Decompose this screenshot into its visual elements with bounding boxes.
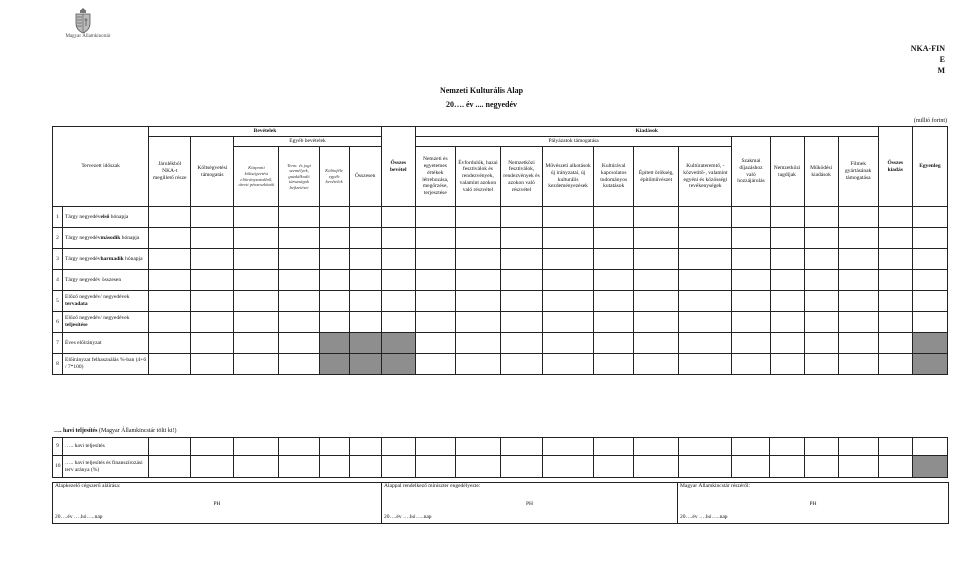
row-label [63,312,149,333]
table-cell[interactable] [349,249,381,270]
row-number: 5 [53,291,63,312]
table-cell[interactable] [878,207,912,228]
table-cell[interactable] [838,438,878,456]
table-cell[interactable] [679,312,732,333]
table-cell[interactable] [149,207,191,228]
table-cell[interactable] [191,228,234,249]
table-cell[interactable] [634,312,679,333]
table-cell[interactable] [500,333,542,354]
table-cell[interactable] [912,438,947,456]
table-cell[interactable] [804,312,838,333]
table-cell[interactable] [349,270,381,291]
col-header-e6: Épített örökség, építőművészet [634,147,679,207]
signature-label: Magyar Államkincstár részéről: [680,483,750,489]
table-cell[interactable] [770,438,804,456]
table-cell[interactable] [804,354,838,375]
table-cell[interactable] [149,291,191,312]
table-cell[interactable] [543,354,594,375]
table-cell[interactable] [319,249,349,270]
signature-date: 20….év ….hó…..nap [55,514,103,521]
table-cell[interactable] [500,249,542,270]
row-number: 9 [53,438,63,456]
table-cell[interactable] [381,228,415,249]
row-label-text: Éves előirányzat [65,339,102,346]
row-label: ….. havi teljesítés [63,438,149,456]
table-cell[interactable] [279,228,319,249]
table-cell[interactable] [279,291,319,312]
page-title: Nemzeti Kulturális Alap [439,86,524,95]
col-header-films: Filmek gyártásának támogatása [838,137,878,207]
table-cell[interactable] [319,438,349,456]
col-header-operating: Működési kiadások [804,137,838,207]
table-cell[interactable] [543,270,594,291]
table-cell[interactable] [349,456,381,478]
table-cell[interactable] [594,354,634,375]
table-cell[interactable] [415,228,455,249]
row-number: 3 [53,249,63,270]
table-cell[interactable] [770,354,804,375]
signature-cell[interactable] [382,483,678,524]
table-cell[interactable] [234,249,279,270]
table-cell[interactable] [594,249,634,270]
table-cell[interactable] [912,291,947,312]
table-cell[interactable] [319,312,349,333]
table-cell[interactable] [804,438,838,456]
table-cell[interactable] [543,207,594,228]
row-label: ….. havi teljesítés és finanszírozási terv aránya (%) [63,456,149,478]
col-header-other-2: Term. és jogi személyek, gazdálkodó társaságok befizetései [279,147,319,207]
table-cell[interactable] [634,438,679,456]
table-cell[interactable] [149,354,191,375]
row-label-emphasis: első [100,213,110,220]
table-cell[interactable] [804,456,838,478]
table-cell[interactable] [594,333,634,354]
table-cell[interactable] [191,249,234,270]
table-cell[interactable] [770,228,804,249]
table-cell[interactable] [732,270,770,291]
code-line: M [937,66,945,75]
row-number: 1 [53,207,63,228]
signature-cell[interactable] [678,483,949,524]
table-cell[interactable] [804,207,838,228]
table-cell[interactable] [319,270,349,291]
row-number: 10 [53,456,63,478]
table-cell[interactable] [234,207,279,228]
table-cell[interactable] [838,312,878,333]
row-label [63,249,149,270]
table-cell[interactable] [732,228,770,249]
table-cell [349,354,381,375]
table-cell[interactable] [191,456,234,478]
table-cell[interactable] [838,354,878,375]
table-cell[interactable] [732,456,770,478]
table-cell[interactable] [279,312,319,333]
table-cell[interactable] [381,270,415,291]
row-label [63,228,149,249]
table-cell[interactable] [878,249,912,270]
signature-label: Alapkezelő cégszerű aláírása: [55,483,121,489]
table-cell[interactable] [679,438,732,456]
table-cell[interactable] [381,291,415,312]
table-cell[interactable] [455,228,500,249]
table-cell[interactable] [234,291,279,312]
row-label-emphasis: második [100,234,121,241]
table-cell[interactable] [594,207,634,228]
table-row [53,249,948,270]
table-row [53,456,948,478]
table-cell[interactable] [191,333,234,354]
table-cell[interactable] [543,438,594,456]
table-cell[interactable] [878,456,912,478]
table-cell[interactable] [455,333,500,354]
col-header-e7: Kultúrateremtő, -közvetítő-, valamint egyéni és közösségi tevékenységek [679,147,732,207]
table-cell[interactable] [279,207,319,228]
col-header-total-expense: Összes kiadás [878,127,912,207]
expense-group-header: Kiadások [415,127,878,137]
table-cell[interactable] [838,249,878,270]
table-cell[interactable] [878,291,912,312]
table-cell[interactable] [878,312,912,333]
monthly-section-title [54,428,176,434]
stamp-placeholder: PH [809,501,817,507]
table-cell [912,333,947,354]
income-group-header: Bevételek [149,127,382,137]
table-cell[interactable] [679,291,732,312]
row-label-text: Előző negyedév/ negyedévek [65,294,130,301]
row-number: 4 [53,270,63,291]
table-cell[interactable] [381,207,415,228]
table-cell[interactable] [415,312,455,333]
row-label-emphasis: tervadata [65,301,88,307]
table-cell[interactable] [279,456,319,478]
table-cell[interactable] [770,207,804,228]
table-cell[interactable] [878,438,912,456]
table-cell[interactable] [770,312,804,333]
table-cell[interactable] [543,456,594,478]
table-cell[interactable] [500,291,542,312]
row-label-emphasis: teljesítése [65,322,88,328]
table-cell[interactable] [679,270,732,291]
monthly-section-title-bold: …. havi teljesítés [54,428,98,434]
table-cell[interactable] [455,312,500,333]
table-row [53,291,948,312]
period-line: 20…. év .... negyedév [445,100,518,109]
table-cell[interactable] [804,270,838,291]
table-cell[interactable] [634,228,679,249]
col-header-nka-share: Járulékból NKA-t megillető része [149,137,191,207]
table-cell[interactable] [279,438,319,456]
table-cell[interactable] [191,291,234,312]
table-cell[interactable] [838,270,878,291]
table-cell[interactable] [634,207,679,228]
table-cell[interactable] [732,438,770,456]
table-cell[interactable] [455,291,500,312]
table-cell[interactable] [770,249,804,270]
table-cell[interactable] [770,456,804,478]
table-cell[interactable] [543,249,594,270]
other-income-header: Egyéb bevételek [234,137,381,147]
table-cell[interactable] [770,333,804,354]
table-cell[interactable] [234,438,279,456]
table-cell[interactable] [543,333,594,354]
table-cell[interactable] [804,228,838,249]
code-line: NKA-FIN [910,44,945,53]
table-cell[interactable] [149,249,191,270]
col-header-awards: Szakmai díjazáshoz való hozzájárulás [732,137,770,207]
table-cell[interactable] [732,207,770,228]
table-cell[interactable] [679,249,732,270]
table-cell[interactable] [319,291,349,312]
table-cell[interactable] [234,312,279,333]
table-cell[interactable] [191,438,234,456]
table-cell[interactable] [319,228,349,249]
main-table [52,126,948,375]
table-cell[interactable] [279,333,319,354]
table-cell[interactable] [234,270,279,291]
table-cell[interactable] [381,312,415,333]
monthly-section-title-note: (Magyar Államkincstár tölti ki!) [97,428,177,434]
row-label [63,207,149,228]
col-header-e1: Nemzeti és egyetemes értékek létrehozása, megőrzése, terjesztése [415,147,455,207]
row-label [63,333,149,354]
table-cell[interactable] [455,354,500,375]
table-cell [349,333,381,354]
table-cell[interactable] [912,228,947,249]
table-cell[interactable] [634,249,679,270]
row-label-text: Tárgy negyedév összesen [65,276,122,283]
table-cell[interactable] [415,438,455,456]
table-cell[interactable] [500,456,542,478]
crest-caption: Magyar Államkincstár [65,34,111,39]
table-cell[interactable] [149,270,191,291]
monthly-table [52,437,948,478]
row-number: 8 [53,354,63,375]
table-cell[interactable] [455,456,500,478]
table-cell[interactable] [191,354,234,375]
row-label-text: Tárgy negyedév [65,255,101,262]
table-cell[interactable] [838,456,878,478]
table-cell [381,354,415,375]
table-cell[interactable] [500,228,542,249]
table-cell[interactable] [500,270,542,291]
table-cell[interactable] [912,249,947,270]
table-row [53,438,948,456]
table-cell[interactable] [878,270,912,291]
col-header-e4: Művészeti alkotások új irányzatai, új kulturális kezdeményezések [543,147,594,207]
table-cell[interactable] [381,456,415,478]
table-cell[interactable] [415,249,455,270]
table-cell[interactable] [191,312,234,333]
col-header-e5: Kultúrával kapcsolatos tudományos kutatások [594,147,634,207]
table-cell[interactable] [679,456,732,478]
table-cell[interactable] [594,312,634,333]
table-cell[interactable] [234,354,279,375]
table-cell[interactable] [732,354,770,375]
stamp-placeholder: PH [213,501,221,507]
table-cell[interactable] [594,438,634,456]
signature-date: 20….év ….hó…..nap [384,514,432,521]
code-line: E [939,55,945,64]
table-cell[interactable] [234,333,279,354]
table-cell[interactable] [415,333,455,354]
table-cell[interactable] [732,291,770,312]
table-cell[interactable] [149,438,191,456]
table-cell[interactable] [279,249,319,270]
col-header-e3: Nemzetközi fesztiválok, rendezvények és azokon való részvétel [500,147,542,207]
table-cell[interactable] [634,291,679,312]
table-cell[interactable] [634,333,679,354]
table-row [53,333,948,354]
col-header-income-total: Összesen [349,147,381,207]
row-label [63,270,149,291]
table-cell[interactable] [634,354,679,375]
table-cell[interactable] [149,456,191,478]
table-cell[interactable] [279,270,319,291]
table-cell[interactable] [349,291,381,312]
table-cell[interactable] [878,228,912,249]
table-cell[interactable] [838,291,878,312]
row-label-text: Előző negyedév/ negyedévek [65,315,130,322]
table-cell[interactable] [149,228,191,249]
table-cell[interactable] [349,228,381,249]
table-cell[interactable] [912,312,947,333]
table-cell[interactable] [500,207,542,228]
table-cell[interactable] [804,291,838,312]
table-cell[interactable] [594,456,634,478]
table-cell[interactable] [455,270,500,291]
row-label-text: Tárgy negyedév [65,234,101,241]
table-cell[interactable] [878,354,912,375]
tender-group-header: Pályázatok támogatása [415,137,732,147]
table-row [53,228,948,249]
signature-table [52,482,949,524]
col-header-other-1: Központi költségvetési előirányzatokból, átvett pénzeszközök [234,147,279,207]
table-cell [381,333,415,354]
row-number: 2 [53,228,63,249]
table-cell[interactable] [838,333,878,354]
signature-label: Alappal rendelkező miniszter engedélyezte: [384,483,481,489]
table-cell[interactable] [543,291,594,312]
table-cell[interactable] [878,333,912,354]
table-cell[interactable] [500,438,542,456]
col-header-balance: Egyenleg [912,127,947,207]
table-cell[interactable] [634,456,679,478]
table-cell[interactable] [381,438,415,456]
table-cell[interactable] [770,270,804,291]
col-header-other-3: Különféle egyéb bevételek [319,147,349,207]
table-cell[interactable] [594,291,634,312]
stamp-placeholder: PH [525,501,534,507]
table-cell[interactable] [732,333,770,354]
table-cell[interactable] [543,312,594,333]
table-cell[interactable] [838,207,878,228]
row-label [63,291,149,312]
row-number: 7 [53,333,63,354]
table-cell[interactable] [594,270,634,291]
table-cell[interactable] [149,312,191,333]
table-cell[interactable] [770,291,804,312]
row-label-emphasis: harmadik [100,255,124,262]
table-cell[interactable] [679,207,732,228]
table-cell[interactable] [804,249,838,270]
table-cell[interactable] [679,228,732,249]
table-cell[interactable] [415,291,455,312]
table-cell[interactable] [415,456,455,478]
table-cell[interactable] [319,207,349,228]
table-cell[interactable] [381,249,415,270]
col-header-e2: Évfordulók, hazai fesztiválok és rendezvények, valamint azokon való részvétel [455,147,500,207]
row-label-text: Előirányzat felhasználás %-ban (4+6 / 7*100) [65,357,147,370]
table-cell[interactable] [543,228,594,249]
row-label-suffix: hónapja [123,255,143,262]
col-header-budget-support: Költségvetési támogatás [191,137,234,207]
table-cell[interactable] [804,333,838,354]
row-label-suffix: hónapja [109,213,129,220]
table-row [53,207,948,228]
coat-of-arms-icon [72,6,94,34]
col-header-membership: Nemzetközi tagdíjak [770,137,804,207]
row-label [63,354,149,375]
table-cell[interactable] [319,456,349,478]
table-cell[interactable] [594,228,634,249]
signature-cell[interactable] [53,483,382,524]
table-cell[interactable] [455,438,500,456]
row-label-suffix: hónapja [120,234,140,241]
table-cell[interactable] [415,354,455,375]
table-cell[interactable] [191,207,234,228]
table-row [53,354,948,375]
table-cell [319,333,349,354]
table-cell[interactable] [415,270,455,291]
table-row [53,312,948,333]
table-cell[interactable] [455,249,500,270]
table-cell[interactable] [415,207,455,228]
row-number: 6 [53,312,63,333]
table-cell[interactable] [149,333,191,354]
table-cell[interactable] [455,207,500,228]
table-cell[interactable] [349,438,381,456]
table-cell[interactable] [500,312,542,333]
table-cell[interactable] [838,228,878,249]
table-cell[interactable] [191,270,234,291]
table-cell[interactable] [234,228,279,249]
table-cell[interactable] [349,207,381,228]
unit-note: (millió forint) [913,118,947,124]
table-cell[interactable] [679,333,732,354]
signature-date: 20….év ….hó…..nap [680,514,728,521]
table-cell[interactable] [500,354,542,375]
form-code [911,43,945,76]
table-cell [912,354,947,375]
table-cell[interactable] [912,207,947,228]
table-cell[interactable] [912,270,947,291]
table-cell[interactable] [679,354,732,375]
row-label-text: Tárgy negyedév [65,213,101,220]
table-cell[interactable] [732,249,770,270]
table-cell[interactable] [279,354,319,375]
col-header-total-income: Összes bevétel [381,127,415,207]
table-cell[interactable] [349,312,381,333]
table-cell[interactable] [732,312,770,333]
table-row [53,270,948,291]
col-header-period: Tervezett időszak [53,127,149,207]
table-cell [912,456,947,478]
table-cell [319,354,349,375]
table-cell[interactable] [234,456,279,478]
table-cell[interactable] [634,270,679,291]
